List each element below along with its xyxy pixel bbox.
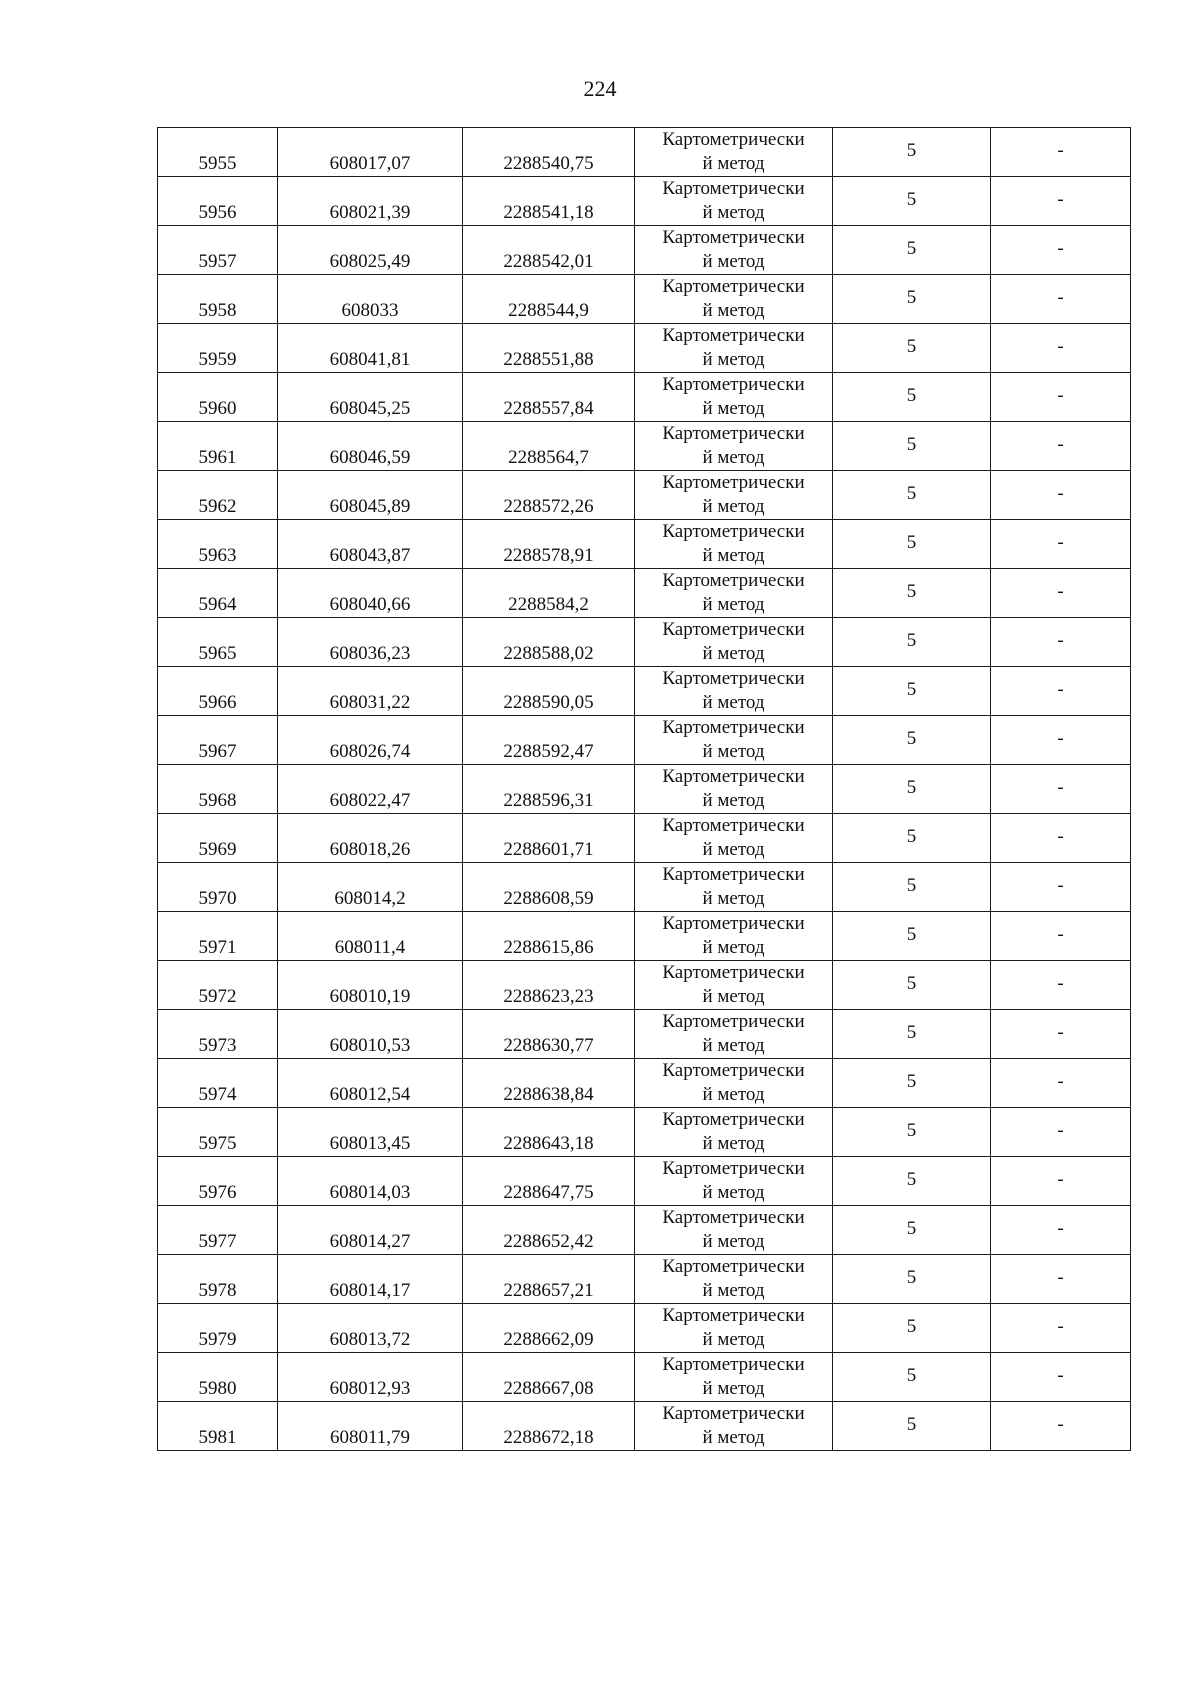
x-coordinate-cell: 608045,25: [278, 373, 463, 422]
description-cell: -: [991, 471, 1131, 520]
method-line-2: й метод: [702, 1280, 765, 1301]
y-coordinate-cell: 2288544,9: [463, 275, 635, 324]
accuracy-cell: 5: [833, 422, 991, 471]
accuracy-cell: 5: [833, 1206, 991, 1255]
method-line-2: й метод: [702, 1231, 765, 1252]
method-cell: [635, 961, 833, 1010]
point-number-cell: 5981: [158, 1402, 278, 1451]
description-cell: -: [991, 1255, 1131, 1304]
accuracy-cell: 5: [833, 177, 991, 226]
accuracy-cell: 5: [833, 1255, 991, 1304]
method-cell: [635, 1353, 833, 1402]
description-cell: -: [991, 226, 1131, 275]
x-coordinate-cell: 608013,72: [278, 1304, 463, 1353]
method-cell: [635, 765, 833, 814]
point-number-cell: 5976: [158, 1157, 278, 1206]
method-line-2: й метод: [702, 888, 765, 909]
point-number-cell: 5956: [158, 177, 278, 226]
method-cell: [635, 177, 833, 226]
method-line-2: й метод: [702, 202, 765, 223]
table-row: [158, 569, 1131, 618]
y-coordinate-cell: 2288592,47: [463, 716, 635, 765]
method-line-1: Картометрически: [662, 717, 805, 738]
method-cell: [635, 520, 833, 569]
point-number-cell: 5972: [158, 961, 278, 1010]
method-line-1: Картометрически: [662, 962, 805, 983]
description-cell: -: [991, 520, 1131, 569]
x-coordinate-cell: 608041,81: [278, 324, 463, 373]
method-line-1: Картометрически: [662, 668, 805, 689]
x-coordinate-cell: 608011,4: [278, 912, 463, 961]
point-number-cell: 5969: [158, 814, 278, 863]
table-row: [158, 422, 1131, 471]
method-line-2: й метод: [702, 1329, 765, 1350]
description-cell: -: [991, 667, 1131, 716]
accuracy-cell: 5: [833, 1353, 991, 1402]
method-cell: [635, 226, 833, 275]
accuracy-cell: 5: [833, 618, 991, 667]
y-coordinate-cell: 2288630,77: [463, 1010, 635, 1059]
y-coordinate-cell: 2288541,18: [463, 177, 635, 226]
method-line-2: й метод: [702, 643, 765, 664]
x-coordinate-cell: 608043,87: [278, 520, 463, 569]
method-line-2: й метод: [702, 692, 765, 713]
table-row: [158, 912, 1131, 961]
x-coordinate-cell: 608026,74: [278, 716, 463, 765]
method-cell: [635, 569, 833, 618]
method-line-2: й метод: [702, 741, 765, 762]
method-cell: [635, 128, 833, 177]
method-cell: [635, 1010, 833, 1059]
method-line-2: й метод: [702, 349, 765, 370]
y-coordinate-cell: 2288542,01: [463, 226, 635, 275]
y-coordinate-cell: 2288615,86: [463, 912, 635, 961]
table-body: [158, 128, 1131, 1451]
method-line-1: Картометрически: [662, 619, 805, 640]
table-row: [158, 1059, 1131, 1108]
accuracy-cell: 5: [833, 226, 991, 275]
description-cell: -: [991, 1059, 1131, 1108]
accuracy-cell: 5: [833, 324, 991, 373]
accuracy-cell: 5: [833, 471, 991, 520]
y-coordinate-cell: 2288652,42: [463, 1206, 635, 1255]
x-coordinate-cell: 608033: [278, 275, 463, 324]
y-coordinate-cell: 2288638,84: [463, 1059, 635, 1108]
accuracy-cell: 5: [833, 716, 991, 765]
method-cell: [635, 667, 833, 716]
x-coordinate-cell: 608010,53: [278, 1010, 463, 1059]
table-row: [158, 471, 1131, 520]
table-row: [158, 716, 1131, 765]
point-number-cell: 5973: [158, 1010, 278, 1059]
point-number-cell: 5980: [158, 1353, 278, 1402]
x-coordinate-cell: 608036,23: [278, 618, 463, 667]
accuracy-cell: 5: [833, 765, 991, 814]
method-line-2: й метод: [702, 1182, 765, 1203]
y-coordinate-cell: 2288551,88: [463, 324, 635, 373]
y-coordinate-cell: 2288623,23: [463, 961, 635, 1010]
description-cell: -: [991, 716, 1131, 765]
point-number-cell: 5977: [158, 1206, 278, 1255]
x-coordinate-cell: 608011,79: [278, 1402, 463, 1451]
description-cell: -: [991, 618, 1131, 667]
accuracy-cell: 5: [833, 912, 991, 961]
description-cell: -: [991, 1304, 1131, 1353]
x-coordinate-cell: 608012,54: [278, 1059, 463, 1108]
table-row: [158, 765, 1131, 814]
description-cell: -: [991, 177, 1131, 226]
method-cell: [635, 863, 833, 912]
y-coordinate-cell: 2288540,75: [463, 128, 635, 177]
description-cell: -: [991, 373, 1131, 422]
y-coordinate-cell: 2288647,75: [463, 1157, 635, 1206]
method-line-1: Картометрически: [662, 1109, 805, 1130]
description-cell: -: [991, 765, 1131, 814]
accuracy-cell: 5: [833, 520, 991, 569]
accuracy-cell: 5: [833, 667, 991, 716]
description-cell: -: [991, 275, 1131, 324]
method-line-2: й метод: [702, 1035, 765, 1056]
x-coordinate-cell: 608013,45: [278, 1108, 463, 1157]
point-number-cell: 5971: [158, 912, 278, 961]
method-line-1: Картометрически: [662, 1256, 805, 1277]
method-cell: [635, 1059, 833, 1108]
x-coordinate-cell: 608014,2: [278, 863, 463, 912]
point-number-cell: 5964: [158, 569, 278, 618]
method-cell: [635, 471, 833, 520]
accuracy-cell: 5: [833, 1010, 991, 1059]
coordinates-table: [157, 127, 1131, 1451]
table-row: [158, 1010, 1131, 1059]
method-cell: [635, 1108, 833, 1157]
accuracy-cell: 5: [833, 275, 991, 324]
accuracy-cell: 5: [833, 814, 991, 863]
point-number-cell: 5955: [158, 128, 278, 177]
x-coordinate-cell: 608046,59: [278, 422, 463, 471]
method-line-2: й метод: [702, 839, 765, 860]
method-line-2: й метод: [702, 153, 765, 174]
table-row: [158, 1353, 1131, 1402]
x-coordinate-cell: 608025,49: [278, 226, 463, 275]
accuracy-cell: 5: [833, 961, 991, 1010]
description-cell: -: [991, 1157, 1131, 1206]
table-row: [158, 863, 1131, 912]
method-line-1: Картометрически: [662, 1207, 805, 1228]
y-coordinate-cell: 2288608,59: [463, 863, 635, 912]
method-line-1: Картометрически: [662, 276, 805, 297]
point-number-cell: 5974: [158, 1059, 278, 1108]
method-line-1: Картометрически: [662, 227, 805, 248]
method-cell: [635, 324, 833, 373]
table-row: [158, 128, 1131, 177]
method-line-1: Картометрически: [662, 766, 805, 787]
point-number-cell: 5958: [158, 275, 278, 324]
y-coordinate-cell: 2288578,91: [463, 520, 635, 569]
x-coordinate-cell: 608040,66: [278, 569, 463, 618]
x-coordinate-cell: 608021,39: [278, 177, 463, 226]
description-cell: -: [991, 912, 1131, 961]
point-number-cell: 5979: [158, 1304, 278, 1353]
method-line-1: Картометрически: [662, 521, 805, 542]
y-coordinate-cell: 2288590,05: [463, 667, 635, 716]
accuracy-cell: 5: [833, 1304, 991, 1353]
method-line-2: й метод: [702, 496, 765, 517]
y-coordinate-cell: 2288662,09: [463, 1304, 635, 1353]
method-line-1: Картометрически: [662, 864, 805, 885]
accuracy-cell: 5: [833, 1059, 991, 1108]
method-line-2: й метод: [702, 447, 765, 468]
method-line-2: й метод: [702, 398, 765, 419]
table-row: [158, 1108, 1131, 1157]
point-number-cell: 5968: [158, 765, 278, 814]
point-number-cell: 5962: [158, 471, 278, 520]
point-number-cell: 5967: [158, 716, 278, 765]
description-cell: -: [991, 961, 1131, 1010]
y-coordinate-cell: 2288643,18: [463, 1108, 635, 1157]
description-cell: -: [991, 569, 1131, 618]
method-cell: [635, 422, 833, 471]
description-cell: -: [991, 128, 1131, 177]
method-line-1: Картометрически: [662, 1403, 805, 1424]
point-number-cell: 5959: [158, 324, 278, 373]
method-line-1: Картометрически: [662, 1060, 805, 1081]
point-number-cell: 5961: [158, 422, 278, 471]
point-number-cell: 5978: [158, 1255, 278, 1304]
x-coordinate-cell: 608014,27: [278, 1206, 463, 1255]
description-cell: -: [991, 1206, 1131, 1255]
method-line-2: й метод: [702, 300, 765, 321]
method-line-1: Картометрически: [662, 472, 805, 493]
method-cell: [635, 1402, 833, 1451]
method-cell: [635, 1304, 833, 1353]
description-cell: -: [991, 1010, 1131, 1059]
method-line-2: й метод: [702, 986, 765, 1007]
point-number-cell: 5965: [158, 618, 278, 667]
method-line-1: Картометрически: [662, 1354, 805, 1375]
table-row: [158, 1402, 1131, 1451]
method-line-1: Картометрически: [662, 129, 805, 150]
description-cell: -: [991, 324, 1131, 373]
table-row: [158, 275, 1131, 324]
y-coordinate-cell: 2288601,71: [463, 814, 635, 863]
method-cell: [635, 618, 833, 667]
table-row: [158, 373, 1131, 422]
page-number: 224: [583, 76, 617, 101]
accuracy-cell: 5: [833, 1157, 991, 1206]
method-cell: [635, 275, 833, 324]
x-coordinate-cell: 608012,93: [278, 1353, 463, 1402]
method-line-1: Картометрически: [662, 1305, 805, 1326]
method-cell: [635, 1255, 833, 1304]
accuracy-cell: 5: [833, 373, 991, 422]
method-line-1: Картометрически: [662, 374, 805, 395]
method-line-1: Картометрически: [662, 1158, 805, 1179]
description-cell: -: [991, 1108, 1131, 1157]
x-coordinate-cell: 608014,17: [278, 1255, 463, 1304]
accuracy-cell: 5: [833, 1402, 991, 1451]
table-row: [158, 226, 1131, 275]
accuracy-cell: 5: [833, 863, 991, 912]
table-row: [158, 324, 1131, 373]
y-coordinate-cell: 2288657,21: [463, 1255, 635, 1304]
y-coordinate-cell: 2288557,84: [463, 373, 635, 422]
method-cell: [635, 814, 833, 863]
method-line-1: Картометрически: [662, 325, 805, 346]
table-row: [158, 1206, 1131, 1255]
point-number-cell: 5957: [158, 226, 278, 275]
point-number-cell: 5975: [158, 1108, 278, 1157]
x-coordinate-cell: 608010,19: [278, 961, 463, 1010]
method-line-2: й метод: [702, 251, 765, 272]
method-line-2: й метод: [702, 545, 765, 566]
y-coordinate-cell: 2288672,18: [463, 1402, 635, 1451]
x-coordinate-cell: 608014,03: [278, 1157, 463, 1206]
method-line-1: Картометрически: [662, 913, 805, 934]
table-row: [158, 1304, 1131, 1353]
y-coordinate-cell: 2288584,2: [463, 569, 635, 618]
x-coordinate-cell: 608022,47: [278, 765, 463, 814]
method-cell: [635, 912, 833, 961]
table-row: [158, 814, 1131, 863]
table-row: [158, 1157, 1131, 1206]
method-line-2: й метод: [702, 790, 765, 811]
method-line-1: Картометрически: [662, 1011, 805, 1032]
accuracy-cell: 5: [833, 128, 991, 177]
table-row: [158, 177, 1131, 226]
method-line-2: й метод: [702, 1378, 765, 1399]
description-cell: -: [991, 1353, 1131, 1402]
method-line-2: й метод: [702, 1133, 765, 1154]
method-cell: [635, 716, 833, 765]
description-cell: -: [991, 814, 1131, 863]
y-coordinate-cell: 2288596,31: [463, 765, 635, 814]
method-line-1: Картометрически: [662, 178, 805, 199]
x-coordinate-cell: 608017,07: [278, 128, 463, 177]
y-coordinate-cell: 2288667,08: [463, 1353, 635, 1402]
description-cell: -: [991, 1402, 1131, 1451]
y-coordinate-cell: 2288572,26: [463, 471, 635, 520]
method-line-1: Картометрически: [662, 423, 805, 444]
y-coordinate-cell: 2288588,02: [463, 618, 635, 667]
table-row: [158, 618, 1131, 667]
method-line-2: й метод: [702, 1427, 765, 1448]
method-line-2: й метод: [702, 937, 765, 958]
method-line-1: Картометрически: [662, 570, 805, 591]
point-number-cell: 5963: [158, 520, 278, 569]
accuracy-cell: 5: [833, 1108, 991, 1157]
method-line-2: й метод: [702, 1084, 765, 1105]
method-cell: [635, 1206, 833, 1255]
y-coordinate-cell: 2288564,7: [463, 422, 635, 471]
method-cell: [635, 373, 833, 422]
point-number-cell: 5966: [158, 667, 278, 716]
x-coordinate-cell: 608031,22: [278, 667, 463, 716]
table-row: [158, 520, 1131, 569]
description-cell: -: [991, 863, 1131, 912]
point-number-cell: 5970: [158, 863, 278, 912]
method-line-1: Картометрически: [662, 815, 805, 836]
x-coordinate-cell: 608045,89: [278, 471, 463, 520]
method-line-2: й метод: [702, 594, 765, 615]
table-row: [158, 1255, 1131, 1304]
accuracy-cell: 5: [833, 569, 991, 618]
point-number-cell: 5960: [158, 373, 278, 422]
table-row: [158, 667, 1131, 716]
method-cell: [635, 1157, 833, 1206]
x-coordinate-cell: 608018,26: [278, 814, 463, 863]
table-row: [158, 961, 1131, 1010]
description-cell: -: [991, 422, 1131, 471]
